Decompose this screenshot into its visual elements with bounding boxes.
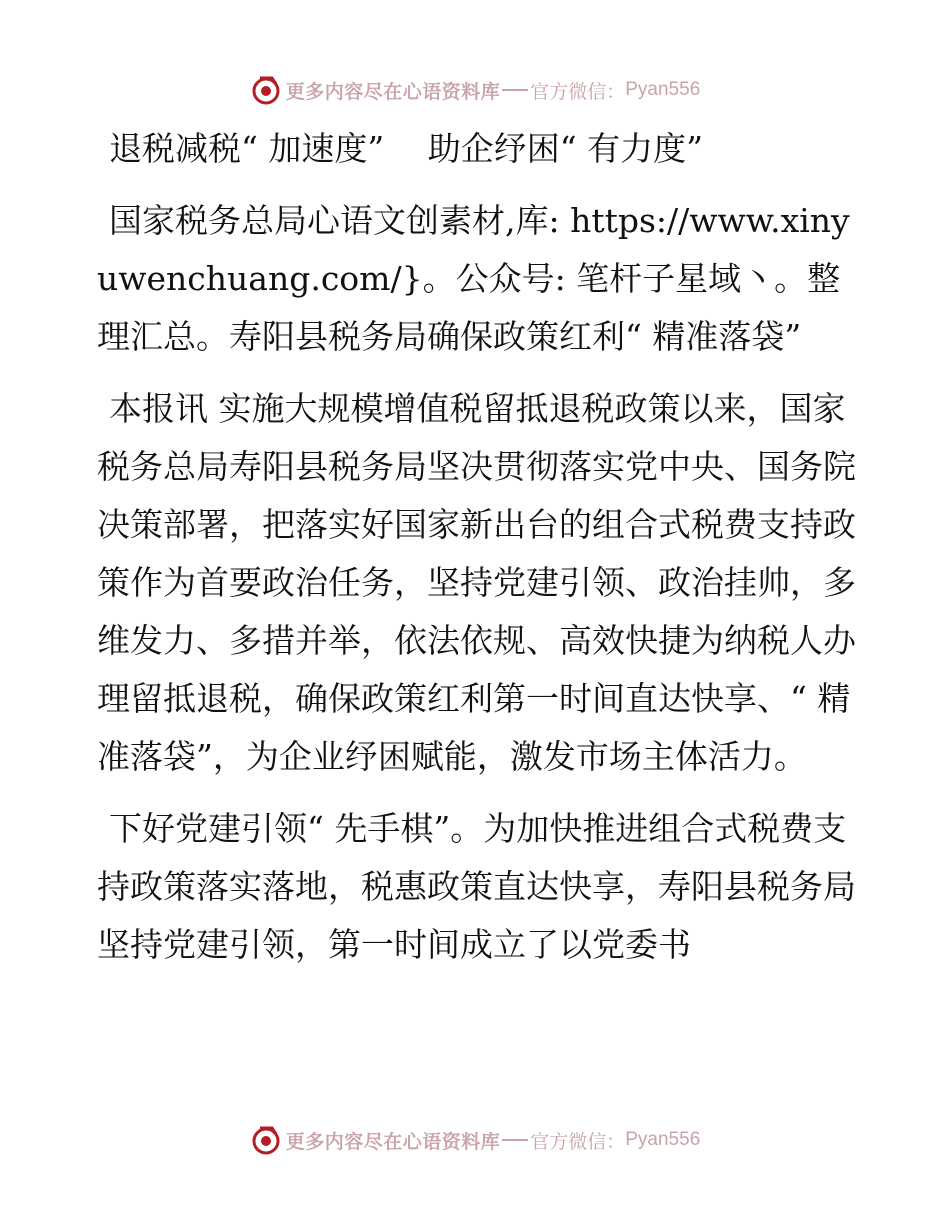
watermark-text: 更多内容尽在心语资料库 bbox=[285, 80, 501, 103]
watermark-dash bbox=[502, 89, 528, 91]
paragraph-intro: 国家税务总局心语文创素材,库: https://www.xinyuwenchuang.com/}。公众号: 笔杆子星域丶。整理汇总。寿阳县税务局确保政策红利“ 精准落袋” bbox=[97, 201, 850, 356]
footer-watermark-banner bbox=[0, 1120, 950, 1160]
watermark-wechat-id: Pyan556 bbox=[625, 79, 701, 100]
watermark-official-label: 官方微信： bbox=[530, 80, 626, 103]
watermark-official-label: 官方微信： bbox=[530, 1130, 626, 1153]
brand-logo-icon bbox=[250, 74, 282, 106]
document-title: 退税减税“ 加速度” 助企纾困“ 有力度” bbox=[109, 129, 703, 168]
brand-logo-icon bbox=[250, 1124, 282, 1156]
document-body bbox=[97, 120, 857, 988]
watermark-dash bbox=[502, 1139, 528, 1141]
watermark-wechat-id: Pyan556 bbox=[625, 1129, 701, 1150]
header-watermark-banner bbox=[0, 70, 950, 110]
paragraph-party-leadership: 下好党建引领“ 先手棋”。为加快推进组合式税费支持政策落实落地，税惠政策直达快享，寿阳县税务局坚持党建引领，第一时间成立了以党委书 bbox=[97, 809, 856, 964]
watermark-text: 更多内容尽在心语资料库 bbox=[285, 1130, 501, 1153]
paragraph-report: 本报讯 实施大规模增值税留抵退税政策以来，国家税务总局寿阳县税务局坚决贯彻落实党中央、国务院决策部署，把落实好国家新出台的组合式税费支持政策作为首要政治任务，坚持党建引领、政治挂帅，多维发力、多措并举，依法依规、高效快捷为纳税人办理留抵退税，确保政策红利第一时间直达快享、“ 精准落袋”，为企业纾困赋能，激发市场主体活力。 bbox=[97, 389, 856, 776]
